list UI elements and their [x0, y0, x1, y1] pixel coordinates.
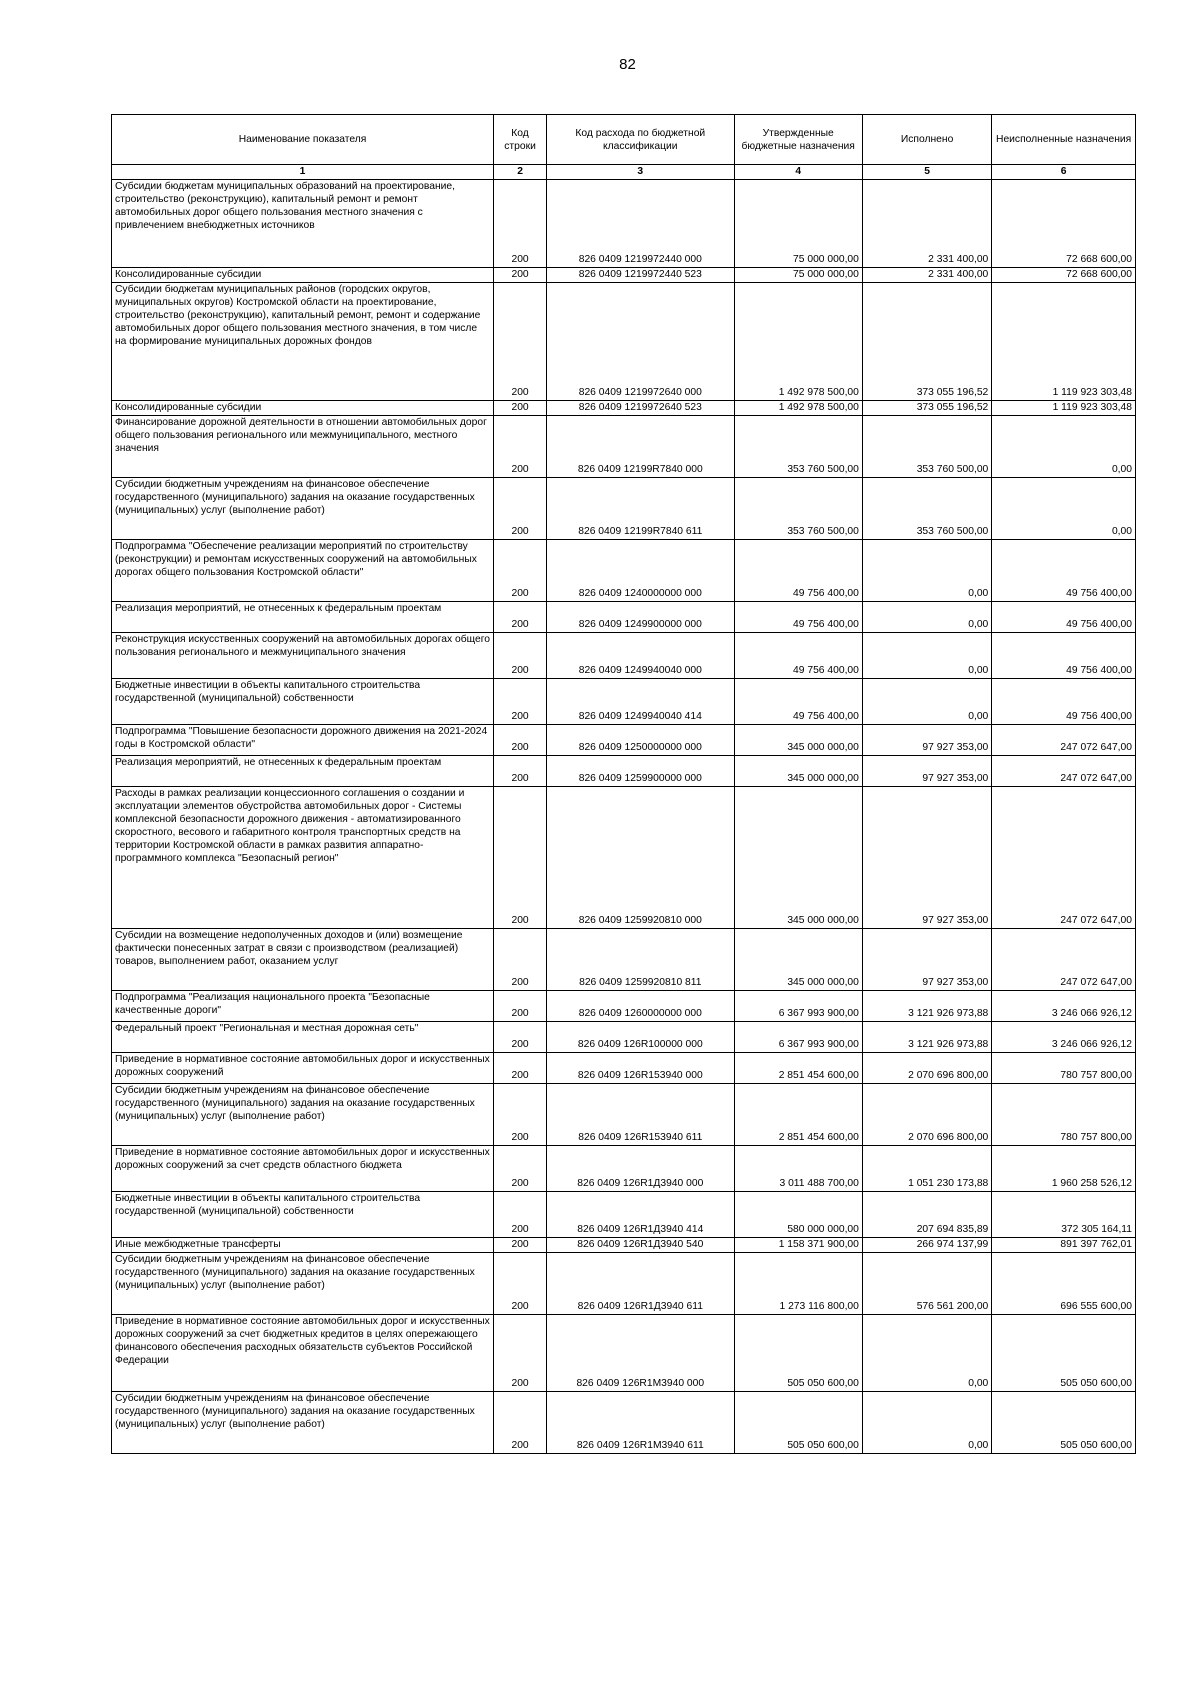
row-line-code: 200	[494, 283, 547, 401]
row-line-code: 200	[494, 1084, 547, 1146]
row-name: Субсидии бюджетным учреждениям на финансовое обеспечение государственного (муниципального) задания на оказание государственных (муниципальных) услуг (выполнение работ)	[112, 1084, 494, 1146]
row-name: Иные межбюджетные трансферты	[112, 1238, 494, 1253]
row-unexecuted-amount: 0,00	[992, 478, 1136, 540]
row-approved-amount: 49 756 400,00	[734, 602, 862, 633]
row-executed-amount: 2 070 696 800,00	[862, 1053, 991, 1084]
table-row	[112, 929, 1136, 991]
row-line-code: 200	[494, 401, 547, 416]
row-executed-amount: 207 694 835,89	[862, 1192, 991, 1238]
row-classification-code: 826 0409 12199R7840 611	[547, 478, 734, 540]
row-name: Субсидии бюджетам муниципальных образований на проектирование, строительство (реконструкцию), капитальный ремонт и ремонт автомобильных дорог общего пользования местного значения с привлечением внебюджетных источников	[112, 180, 494, 268]
table-row	[112, 679, 1136, 725]
table-row	[112, 540, 1136, 602]
row-executed-amount: 2 331 400,00	[862, 268, 991, 283]
row-classification-code: 826 0409 126R100000 000	[547, 1022, 734, 1053]
row-unexecuted-amount: 3 246 066 926,12	[992, 1022, 1136, 1053]
header-approved: Утвержденные бюджетные назначения	[734, 115, 862, 165]
row-executed-amount: 97 927 353,00	[862, 787, 991, 929]
table-row	[112, 180, 1136, 268]
row-line-code: 200	[494, 268, 547, 283]
row-approved-amount: 49 756 400,00	[734, 540, 862, 602]
row-approved-amount: 1 158 371 900,00	[734, 1238, 862, 1253]
row-executed-amount: 266 974 137,99	[862, 1238, 991, 1253]
row-line-code: 200	[494, 1238, 547, 1253]
row-name: Консолидированные субсидии	[112, 401, 494, 416]
row-approved-amount: 49 756 400,00	[734, 679, 862, 725]
row-classification-code: 826 0409 1249940040 414	[547, 679, 734, 725]
row-approved-amount: 75 000 000,00	[734, 268, 862, 283]
row-classification-code: 826 0409 1219972440 523	[547, 268, 734, 283]
row-approved-amount: 1 273 116 800,00	[734, 1253, 862, 1315]
row-line-code: 200	[494, 416, 547, 478]
row-line-code: 200	[494, 633, 547, 679]
row-classification-code: 826 0409 126R1Д3940 000	[547, 1146, 734, 1192]
row-executed-amount: 353 760 500,00	[862, 478, 991, 540]
row-line-code: 200	[494, 679, 547, 725]
row-line-code: 200	[494, 929, 547, 991]
row-unexecuted-amount: 780 757 800,00	[992, 1084, 1136, 1146]
row-classification-code: 826 0409 1219972640 000	[547, 283, 734, 401]
row-classification-code: 826 0409 126R153940 000	[547, 1053, 734, 1084]
table-row	[112, 283, 1136, 401]
header-executed: Исполнено	[862, 115, 991, 165]
row-name: Подпрограмма "Повышение безопасности дорожного движения на 2021-2024 годы в Костромской области"	[112, 725, 494, 756]
row-name: Субсидии бюджетным учреждениям на финансовое обеспечение государственного (муниципального) задания на оказание государственных (муниципальных) услуг (выполнение работ)	[112, 1253, 494, 1315]
row-name: Подпрограмма "Обеспечение реализации мероприятий по строительству (реконструкции) и ремонтам искусственных сооружений на автомобильных дорогах общего пользования Костромской области"	[112, 540, 494, 602]
row-name: Бюджетные инвестиции в объекты капитального строительства государственной (муниципальной) собственности	[112, 679, 494, 725]
row-classification-code: 826 0409 1260000000 000	[547, 991, 734, 1022]
row-unexecuted-amount: 247 072 647,00	[992, 929, 1136, 991]
row-name: Субсидии бюджетным учреждениям на финансовое обеспечение государственного (муниципального) задания на оказание государственных (муниципальных) услуг (выполнение работ)	[112, 1392, 494, 1454]
row-unexecuted-amount: 1 119 923 303,48	[992, 401, 1136, 416]
row-approved-amount: 3 011 488 700,00	[734, 1146, 862, 1192]
row-unexecuted-amount: 49 756 400,00	[992, 540, 1136, 602]
row-unexecuted-amount: 49 756 400,00	[992, 679, 1136, 725]
row-line-code: 200	[494, 1146, 547, 1192]
row-approved-amount: 6 367 993 900,00	[734, 991, 862, 1022]
row-executed-amount: 3 121 926 973,88	[862, 991, 991, 1022]
table-row	[112, 756, 1136, 787]
table-row	[112, 633, 1136, 679]
row-unexecuted-amount: 696 555 600,00	[992, 1253, 1136, 1315]
row-executed-amount: 353 760 500,00	[862, 416, 991, 478]
column-number: 6	[992, 165, 1136, 180]
table-row	[112, 602, 1136, 633]
column-number: 5	[862, 165, 991, 180]
table-row	[112, 478, 1136, 540]
column-number: 4	[734, 165, 862, 180]
row-executed-amount: 97 927 353,00	[862, 725, 991, 756]
row-line-code: 200	[494, 602, 547, 633]
row-approved-amount: 345 000 000,00	[734, 725, 862, 756]
row-approved-amount: 353 760 500,00	[734, 416, 862, 478]
row-unexecuted-amount: 505 050 600,00	[992, 1392, 1136, 1454]
page-number: 82	[619, 56, 636, 73]
header-indicator-name: Наименование показателя	[112, 115, 494, 165]
table-row	[112, 401, 1136, 416]
row-executed-amount: 0,00	[862, 540, 991, 602]
row-classification-code: 826 0409 1249940040 000	[547, 633, 734, 679]
row-classification-code: 826 0409 126R1M3940 611	[547, 1392, 734, 1454]
row-name: Приведение в нормативное состояние автомобильных дорог и искусственных дорожных сооружений за счет бюджетных кредитов в целях опережающего финансового обеспечения расходных обязательств субъектов Российской Федерации	[112, 1315, 494, 1392]
row-line-code: 200	[494, 1192, 547, 1238]
row-approved-amount: 49 756 400,00	[734, 633, 862, 679]
table-body	[112, 180, 1136, 1454]
row-unexecuted-amount: 780 757 800,00	[992, 1053, 1136, 1084]
row-approved-amount: 580 000 000,00	[734, 1192, 862, 1238]
header-budget-classification: Код расхода по бюджетной классификации	[547, 115, 734, 165]
budget-execution-table	[111, 114, 1136, 1454]
row-approved-amount: 505 050 600,00	[734, 1315, 862, 1392]
row-line-code: 200	[494, 787, 547, 929]
table-row	[112, 1253, 1136, 1315]
row-approved-amount: 75 000 000,00	[734, 180, 862, 268]
row-unexecuted-amount: 891 397 762,01	[992, 1238, 1136, 1253]
row-approved-amount: 505 050 600,00	[734, 1392, 862, 1454]
row-classification-code: 826 0409 126R1Д3940 611	[547, 1253, 734, 1315]
column-number: 3	[547, 165, 734, 180]
row-approved-amount: 345 000 000,00	[734, 756, 862, 787]
row-name: Федеральный проект "Региональная и местная дорожная сеть"	[112, 1022, 494, 1053]
table-row	[112, 1238, 1136, 1253]
row-approved-amount: 1 492 978 500,00	[734, 283, 862, 401]
table-row	[112, 1022, 1136, 1053]
row-executed-amount: 0,00	[862, 602, 991, 633]
row-line-code: 200	[494, 1253, 547, 1315]
row-classification-code: 826 0409 126R1Д3940 540	[547, 1238, 734, 1253]
table-row	[112, 1146, 1136, 1192]
row-line-code: 200	[494, 1315, 547, 1392]
row-line-code: 200	[494, 1392, 547, 1454]
row-executed-amount: 1 051 230 173,88	[862, 1146, 991, 1192]
row-executed-amount: 2 070 696 800,00	[862, 1084, 991, 1146]
table-row	[112, 991, 1136, 1022]
column-number: 1	[112, 165, 494, 180]
row-executed-amount: 576 561 200,00	[862, 1253, 991, 1315]
row-name: Бюджетные инвестиции в объекты капитального строительства государственной (муниципальной) собственности	[112, 1192, 494, 1238]
row-classification-code: 826 0409 12199R7840 000	[547, 416, 734, 478]
row-line-code: 200	[494, 756, 547, 787]
row-name: Субсидии бюджетам муниципальных районов (городских округов, муниципальных округов) Костромской области на проектирование, строительство (реконструкцию), капитальный ремонт, ремонт и содержание автомобильных дорог общего пользования местного значения, в том числе на формирование муниципальных дорожных фондов	[112, 283, 494, 401]
table-row	[112, 268, 1136, 283]
row-executed-amount: 0,00	[862, 1392, 991, 1454]
row-classification-code: 826 0409 126R1Д3940 414	[547, 1192, 734, 1238]
table-row	[112, 416, 1136, 478]
row-line-code: 200	[494, 180, 547, 268]
row-executed-amount: 0,00	[862, 1315, 991, 1392]
row-unexecuted-amount: 247 072 647,00	[992, 725, 1136, 756]
row-unexecuted-amount: 1 960 258 526,12	[992, 1146, 1136, 1192]
row-unexecuted-amount: 72 668 600,00	[992, 180, 1136, 268]
row-name: Реализация мероприятий, не отнесенных к федеральным проектам	[112, 756, 494, 787]
row-classification-code: 826 0409 1240000000 000	[547, 540, 734, 602]
header-line-code: Код строки	[494, 115, 547, 165]
row-name: Субсидии бюджетным учреждениям на финансовое обеспечение государственного (муниципального) задания на оказание государственных (муниципальных) услуг (выполнение работ)	[112, 478, 494, 540]
row-approved-amount: 6 367 993 900,00	[734, 1022, 862, 1053]
table-row	[112, 1053, 1136, 1084]
row-unexecuted-amount: 49 756 400,00	[992, 633, 1136, 679]
row-unexecuted-amount: 247 072 647,00	[992, 787, 1136, 929]
row-classification-code: 826 0409 1219972440 000	[547, 180, 734, 268]
table-row	[112, 1392, 1136, 1454]
column-number-row	[112, 165, 1136, 180]
row-line-code: 200	[494, 1053, 547, 1084]
row-name: Консолидированные субсидии	[112, 268, 494, 283]
table-row	[112, 725, 1136, 756]
row-line-code: 200	[494, 478, 547, 540]
table-row	[112, 1315, 1136, 1392]
row-unexecuted-amount: 49 756 400,00	[992, 602, 1136, 633]
row-classification-code: 826 0409 1259900000 000	[547, 756, 734, 787]
row-approved-amount: 345 000 000,00	[734, 929, 862, 991]
row-executed-amount: 97 927 353,00	[862, 756, 991, 787]
row-unexecuted-amount: 372 305 164,11	[992, 1192, 1136, 1238]
row-unexecuted-amount: 72 668 600,00	[992, 268, 1136, 283]
row-name: Реализация мероприятий, не отнесенных к федеральным проектам	[112, 602, 494, 633]
row-classification-code: 826 0409 1259920810 000	[547, 787, 734, 929]
row-name: Субсидии на возмещение недополученных доходов и (или) возмещение фактически понесенных затрат в связи с производством (реализацией) товаров, выполнением работ, оказанием услуг	[112, 929, 494, 991]
row-unexecuted-amount: 505 050 600,00	[992, 1315, 1136, 1392]
row-executed-amount: 0,00	[862, 633, 991, 679]
table-row	[112, 787, 1136, 929]
row-approved-amount: 1 492 978 500,00	[734, 401, 862, 416]
row-executed-amount: 373 055 196,52	[862, 401, 991, 416]
row-unexecuted-amount: 3 246 066 926,12	[992, 991, 1136, 1022]
row-approved-amount: 345 000 000,00	[734, 787, 862, 929]
row-line-code: 200	[494, 725, 547, 756]
row-approved-amount: 2 851 454 600,00	[734, 1053, 862, 1084]
row-name: Реконструкция искусственных сооружений на автомобильных дорогах общего пользования регионального и межмуниципального значения	[112, 633, 494, 679]
row-name: Финансирование дорожной деятельности в отношении автомобильных дорог общего пользования регионального или межмуниципального, местного значения	[112, 416, 494, 478]
row-line-code: 200	[494, 540, 547, 602]
row-classification-code: 826 0409 1259920810 811	[547, 929, 734, 991]
row-classification-code: 826 0409 1219972640 523	[547, 401, 734, 416]
row-executed-amount: 373 055 196,52	[862, 283, 991, 401]
row-line-code: 200	[494, 991, 547, 1022]
row-unexecuted-amount: 0,00	[992, 416, 1136, 478]
table-row	[112, 1084, 1136, 1146]
row-unexecuted-amount: 1 119 923 303,48	[992, 283, 1136, 401]
row-executed-amount: 97 927 353,00	[862, 929, 991, 991]
column-number: 2	[494, 165, 547, 180]
row-line-code: 200	[494, 1022, 547, 1053]
row-classification-code: 826 0409 1250000000 000	[547, 725, 734, 756]
header-unexecuted: Неисполненные назначения	[992, 115, 1136, 165]
row-name: Приведение в нормативное состояние автомобильных дорог и искусственных дорожных сооружений	[112, 1053, 494, 1084]
row-name: Расходы в рамках реализации концессионного соглашения о создании и эксплуатации элементов обустройства автомобильных дорог - Системы комплексной безопасности дорожного движения - автоматизированного скоростного, весового и габаритного контроля транспортных средств на территории Костромской области в рамках развития аппаратно-программного комплекса "Безопасный регион"	[112, 787, 494, 929]
row-unexecuted-amount: 247 072 647,00	[992, 756, 1136, 787]
row-executed-amount: 2 331 400,00	[862, 180, 991, 268]
row-name: Подпрограмма "Реализация национального проекта "Безопасные качественные дороги"	[112, 991, 494, 1022]
row-approved-amount: 353 760 500,00	[734, 478, 862, 540]
row-classification-code: 826 0409 126R1M3940 000	[547, 1315, 734, 1392]
row-classification-code: 826 0409 126R153940 611	[547, 1084, 734, 1146]
table-row	[112, 1192, 1136, 1238]
row-name: Приведение в нормативное состояние автомобильных дорог и искусственных дорожных сооружений за счет средств областного бюджета	[112, 1146, 494, 1192]
row-executed-amount: 0,00	[862, 679, 991, 725]
row-executed-amount: 3 121 926 973,88	[862, 1022, 991, 1053]
row-approved-amount: 2 851 454 600,00	[734, 1084, 862, 1146]
table-header-row	[112, 115, 1136, 165]
row-classification-code: 826 0409 1249900000 000	[547, 602, 734, 633]
